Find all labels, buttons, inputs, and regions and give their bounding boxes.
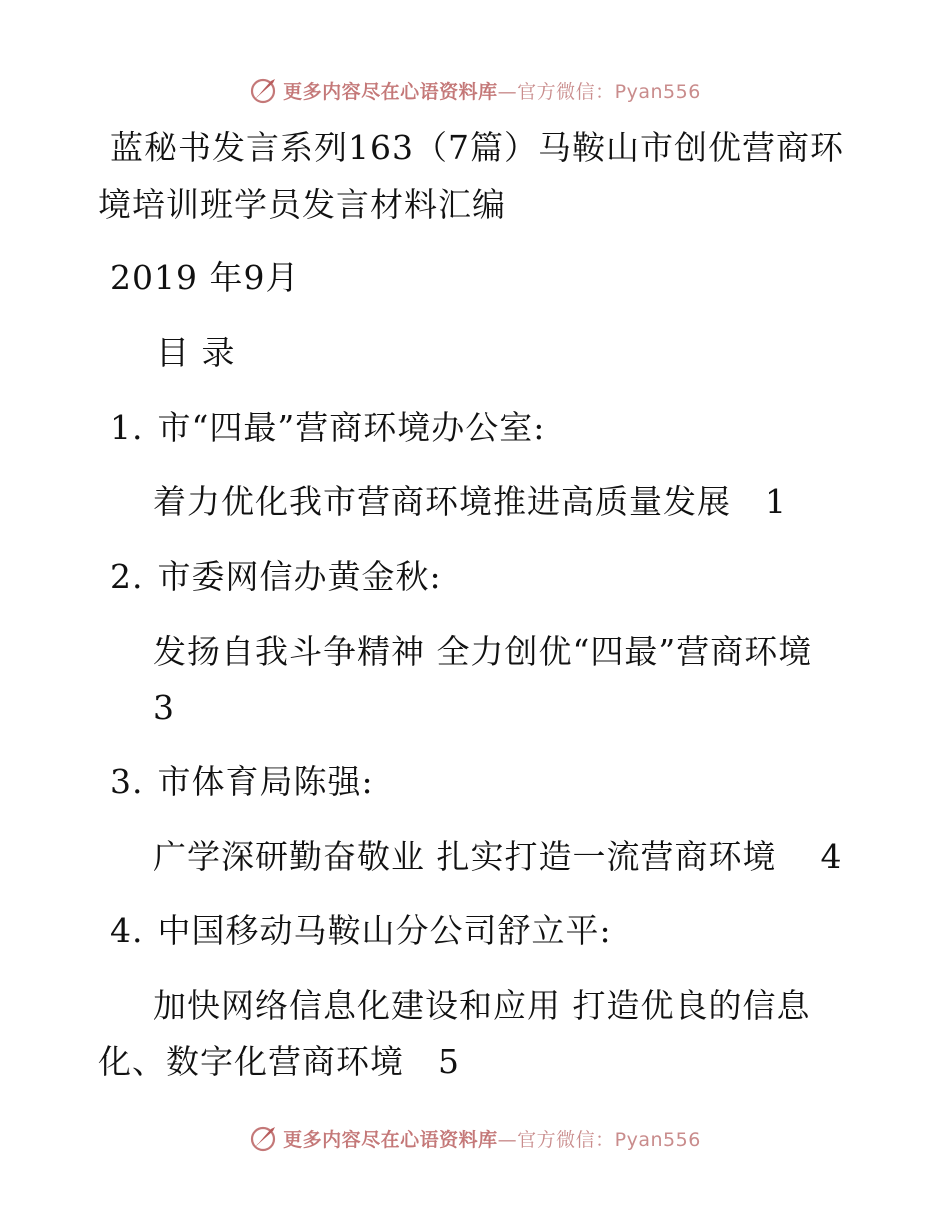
- toc-entry-speaker-text: 市委网信办黄金秋:: [157, 557, 442, 596]
- toc-entry-speaker: [110, 555, 442, 599]
- toc-entry-title-text: 着力优化我市营商环境推进高质量发展: [153, 482, 731, 521]
- watermark-top: [0, 70, 950, 110]
- toc-entry-speaker: [110, 909, 612, 953]
- watermark-text: 更多内容尽在心语资料库—官方微信：Pyan556: [283, 1128, 701, 1151]
- toc-entry-number: 2.: [110, 557, 144, 596]
- toc-entry-number: 1.: [110, 408, 144, 447]
- quill-logo-icon: [249, 1123, 279, 1153]
- quill-logo-icon: [249, 75, 279, 105]
- toc-entry-page: 1: [765, 482, 787, 521]
- toc-heading: 目 录: [156, 333, 236, 372]
- toc-entry-speaker: [110, 760, 374, 804]
- toc-entry-title: 发扬自我斗争精神 全力创优“四最”营商环境: [153, 632, 813, 671]
- watermark-text: 更多内容尽在心语资料库—官方微信：Pyan556: [283, 80, 701, 103]
- toc-entry-number: 3.: [110, 762, 144, 801]
- toc-entry-page: 4: [820, 837, 843, 876]
- toc-entry-title-line-2: [98, 1040, 460, 1084]
- document-title-line-1: 蓝秘书发言系列163（7篇）马鞍山市创优营商环: [110, 128, 844, 167]
- toc-entry-title: [153, 835, 843, 879]
- document-date: 2019 年9月: [110, 258, 300, 297]
- toc-entry-title-text: 广学深研勤奋敬业 扎实打造一流营商环境: [153, 837, 777, 876]
- toc-entry-title-line-1: 加快网络信息化建设和应用 打造优良的信息: [153, 986, 811, 1025]
- toc-entry-speaker-text: 市体育局陈强:: [157, 762, 374, 801]
- toc-entry-speaker-text: 市“四最”营商环境办公室:: [157, 408, 546, 447]
- document-title-line-2: 境培训班学员发言材料汇编: [98, 185, 506, 224]
- toc-entry-speaker-text: 中国移动马鞍山分公司舒立平:: [157, 911, 612, 950]
- toc-entry-title: [153, 480, 787, 524]
- watermark-bottom: [0, 1118, 950, 1158]
- toc-entry-speaker: [110, 406, 545, 450]
- toc-entry-page: 3: [153, 688, 175, 727]
- toc-entry-number: 4.: [110, 911, 144, 950]
- toc-entry-title-text: 化、数字化营商环境: [98, 1042, 404, 1081]
- toc-entry-page: 5: [438, 1042, 460, 1081]
